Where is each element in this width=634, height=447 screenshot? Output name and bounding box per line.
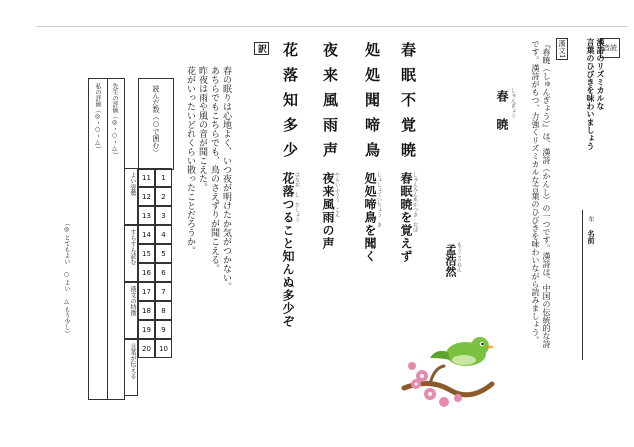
yomi-ruby-3: やらいふうう こえ xyxy=(334,172,340,217)
yomi-line-3: 夜来風雨の声 xyxy=(321,172,335,250)
yomi-line-1: 春眠暁を覚えず xyxy=(399,172,413,263)
read-count-cell[interactable]: 17 xyxy=(138,282,155,301)
kanbun-line-2: 処処聞啼鳥 xyxy=(363,42,381,167)
poem-author: 孟浩然 xyxy=(444,244,457,277)
yomi-ruby-1: しゅんみんあかつき おぼ xyxy=(412,172,418,232)
read-count-cell[interactable]: 19 xyxy=(138,320,155,339)
read-count-cell[interactable]: 13 xyxy=(138,206,155,225)
read-count-cell[interactable]: 16 xyxy=(138,263,155,282)
title-ruby: しゅんぎょう xyxy=(510,88,516,118)
lesson-tag: 漢文1 xyxy=(558,40,566,59)
criteria-cell: 漢文の特徴 xyxy=(124,282,138,339)
criteria-cell: 言葉が伝える xyxy=(124,339,138,396)
criteria-cell: すらすら読む xyxy=(124,225,138,282)
yomi-line-2: 処処啼鳥を聞く xyxy=(363,172,377,263)
yomi-ruby-4: はなお し たしょう xyxy=(294,172,300,222)
yomi-line-4: 花落つること知んぬ多少ぞ xyxy=(281,172,295,328)
read-count-cell[interactable]: 4 xyxy=(155,225,172,244)
intro-text: 『春暁（しゅんぎょう）』は、漢詩（かんし）の一つです。漢詩は、中国の伝統的な詩 です。漢詩がもつ、力強くリズミカルな言葉のひびきを味わいながら読みましょう。 xyxy=(531,40,551,348)
translation-text: 春の眠りは心地よく、いつ夜が明けたか気がつかない。 あちらでもこちらでも、鳥のさえずりが聞こえる。 昨夜は雨や風の音が聞こえた。 花がいったいどれくらい散ったことだろうか。 xyxy=(185,66,231,291)
read-count-cell[interactable]: 12 xyxy=(138,187,155,206)
read-count-cell[interactable]: 2 xyxy=(155,187,172,206)
read-count-cell[interactable]: 11 xyxy=(138,168,155,187)
read-count-cell[interactable]: 15 xyxy=(138,244,155,263)
nen-label: 年 xyxy=(587,216,594,222)
translation-label: 訳 xyxy=(254,42,269,55)
name-label: 名前 xyxy=(587,230,595,244)
self-eval-column: 私の評価（◎・○・△） xyxy=(88,78,108,400)
name-field[interactable] xyxy=(582,210,613,360)
read-count-header: 読んだ数（○で囲む） xyxy=(138,78,174,170)
read-count-cell[interactable]: 14 xyxy=(138,225,155,244)
kanbun-line-1: 春眠不覚暁 xyxy=(399,42,417,167)
read-count-cell[interactable]: 5 xyxy=(155,244,172,263)
read-count-cell[interactable]: 8 xyxy=(155,301,172,320)
read-count-cell[interactable]: 10 xyxy=(155,339,172,358)
read-count-cell[interactable]: 20 xyxy=(138,339,155,358)
poem-title: 春 暁 xyxy=(495,90,509,132)
yomi-ruby-2: しょしょていちょう き xyxy=(376,172,382,227)
eval-legend: （◎ とてもよい ○ よい △ もう少し） xyxy=(63,220,70,337)
read-count-cell[interactable]: 9 xyxy=(155,320,172,339)
read-count-cell[interactable]: 3 xyxy=(155,206,172,225)
top-rule xyxy=(36,26,628,27)
criteria-cell: よい姿勢 xyxy=(124,168,138,225)
ondoku-badge: 音読 xyxy=(600,38,620,58)
kanbun-line-3: 夜来風雨声 xyxy=(321,42,339,167)
read-count-cell[interactable]: 6 xyxy=(155,263,172,282)
author-ruby: もうこうねん xyxy=(456,242,462,272)
bird-illustration xyxy=(400,318,496,414)
read-count-cell[interactable]: 18 xyxy=(138,301,155,320)
kanbun-line-4: 花落知多少 xyxy=(281,42,299,167)
read-count-cell[interactable]: 7 xyxy=(155,282,172,301)
read-count-cell[interactable]: 1 xyxy=(155,168,172,187)
worksheet-title: 漢詩のリズミカルな 言葉のひびきを味わいましょう xyxy=(586,38,606,150)
teacher-eval-column: 先生の評価（◎・○・△） xyxy=(106,78,125,400)
